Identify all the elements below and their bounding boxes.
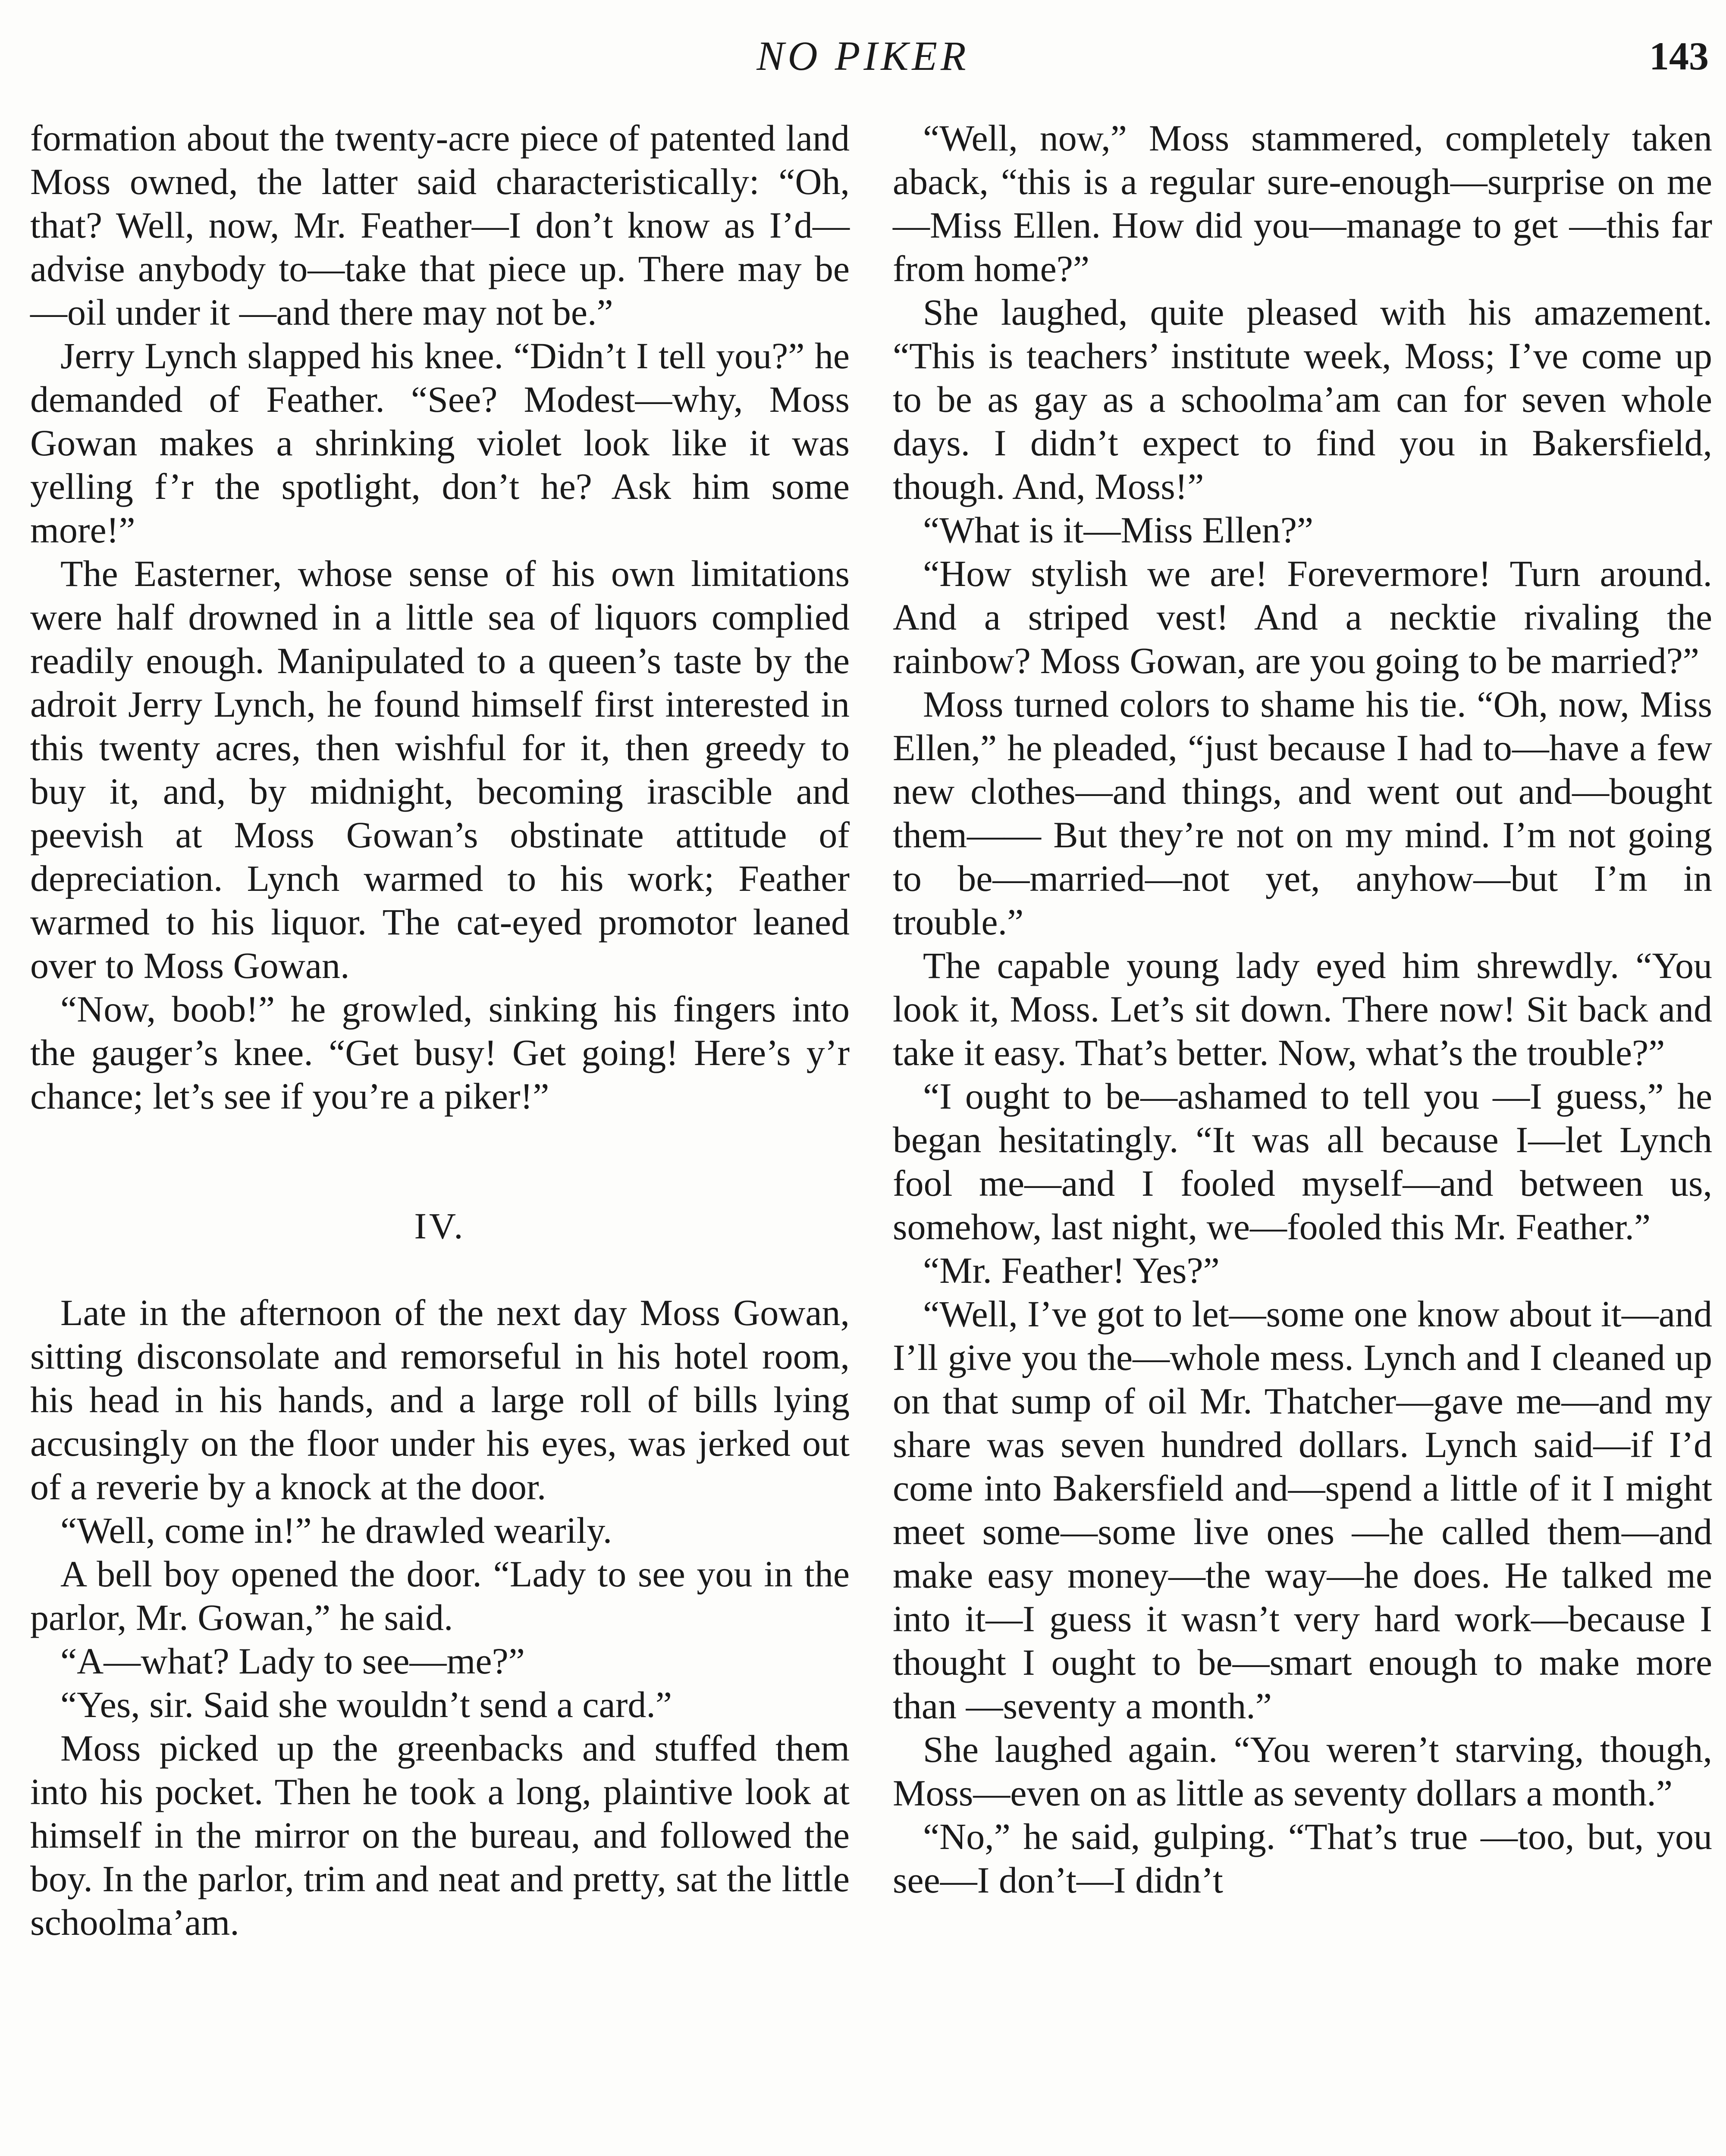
paragraph: She laughed again. “You weren’t starving, though, Moss—even on as little as seventy dollars a month.” bbox=[893, 1729, 1712, 1814]
paragraph: The capable young lady eyed him shrewdly. “You look it, Moss. Let’s sit down. There now! Sit back and take it easy. That’s better. Now, what’s the trouble?” bbox=[893, 945, 1712, 1073]
paragraph: “A—what? Lady to see—me?” bbox=[60, 1640, 525, 1682]
paragraph: She laughed, quite pleased with his amazement. “This is teachers’ institute week, Moss; I’ve come up to be as gay as a schoolma’am can for seven whole days. I didn’t expect to find you in Bakersfield, though. And, Moss!” bbox=[893, 291, 1712, 507]
paragraph: “No,” he said, gulping. “That’s true —too, but, you see—I don’t—I didn’t bbox=[893, 1816, 1712, 1901]
paragraph: Moss picked up the greenbacks and stuffed them into his pocket. Then he took a long, plaintive look at himself in the mirror on the bureau, and followed the boy. In the parlor, trim and neat and pretty, sat the little schoolma’am. bbox=[30, 1727, 850, 1943]
paragraph: “Now, boob!” he growled, sinking his fingers into the gauger’s knee. “Get busy! Get going! Here’s y’r chance; let’s see if you’re a piker!” bbox=[30, 988, 850, 1117]
paragraph: “Well, now,” Moss stammered, completely taken aback, “this is a regular sure-enough—surprise on me—Miss Ellen. How did you—manage to get —this far from home?” bbox=[893, 117, 1712, 289]
paragraph: “Well, come in!” he drawled wearily. bbox=[60, 1510, 612, 1551]
paragraph: “Well, I’ve got to let—some one know about it—and I’ll give you the—whole mess. Lynch and I cleaned up on that sump of oil Mr. Thatcher—gave me—and my share was seven hundred dollars. Lynch said—if I’d come into Bakersfield and—spend a little of it I might meet some—some live ones —he called them—and make easy money—the way—he does. He talked me into it—I guess it wasn’t very hard work—because I thought I ought to be—smart enough to make more than —seventy a month.” bbox=[893, 1293, 1712, 1727]
paragraph: Jerry Lynch slapped his knee. “Didn’t I tell you?” he demanded of Feather. “See? Modest—why, Moss Gowan makes a shrinking violet look like it was yelling f’r the spotlight, don’t he? Ask him some more!” bbox=[30, 335, 850, 551]
paragraph: “I ought to be—ashamed to tell you —I guess,” he began hesitatingly. “It was all because I—let Lynch fool me—and I fooled myself—and between us, somehow, last night, we—fooled this Mr. Feather.” bbox=[893, 1075, 1712, 1247]
paragraph: The Easterner, whose sense of his own limitations were half drowned in a little sea of liquors complied readily enough. Manipulated to a queen’s taste by the adroit Jerry Lynch, he found himself first interested in this twenty acres, then wishful for it, then greedy to buy it, and, by midnight, becoming irascible and peevish at Moss Gowan’s obstinate attitude of depreciation. Lynch warmed to his work; Feather warmed to his liquor. The cat-eyed promotor leaned over to Moss Gowan. bbox=[30, 553, 850, 986]
paragraph: formation about the twenty-acre piece of patented land Moss owned, the latter said characteristically: “Oh, that? Well, now, Mr. Feather—I don’t know as I’d—advise anybody to—take that piece up. There may be—oil under it —and there may not be.” bbox=[30, 117, 850, 333]
paragraph: “How stylish we are! Forevermore! Turn around. And a striped vest! And a necktie rivaling the rainbow? Moss Gowan, are you going to be married?” bbox=[893, 553, 1712, 681]
section-heading: IV. bbox=[414, 1205, 466, 1247]
paragraph: Late in the afternoon of the next day Moss Gowan, sitting disconsolate and remorseful in his hotel room, his head in his hands, and a large roll of bills lying accusingly on the floor under his eyes, was jerked out of a reverie by a knock at the door. bbox=[30, 1292, 850, 1507]
running-head bbox=[0, 30, 1726, 82]
page-number: 143 bbox=[1649, 34, 1709, 78]
paragraph: Moss turned colors to shame his tie. “Oh, now, Miss Ellen,” he pleaded, “just because I had to—have a few new clothes—and things, and went out and—bought them—— But they’re not on my mind. I’m not going to be—married—not yet, anyhow—but I’m in trouble.” bbox=[893, 683, 1712, 943]
right-column bbox=[893, 116, 1712, 1902]
paragraph: A bell boy opened the door. “Lady to see you in the parlor, Mr. Gowan,” he said. bbox=[30, 1553, 850, 1638]
paragraph: “Mr. Feather! Yes?” bbox=[923, 1250, 1220, 1291]
running-title: NO PIKER bbox=[756, 33, 970, 79]
paragraph: “Yes, sir. Said she wouldn’t send a card.” bbox=[60, 1684, 672, 1725]
left-column bbox=[30, 116, 850, 1944]
paragraph: “What is it—Miss Ellen?” bbox=[923, 509, 1314, 551]
